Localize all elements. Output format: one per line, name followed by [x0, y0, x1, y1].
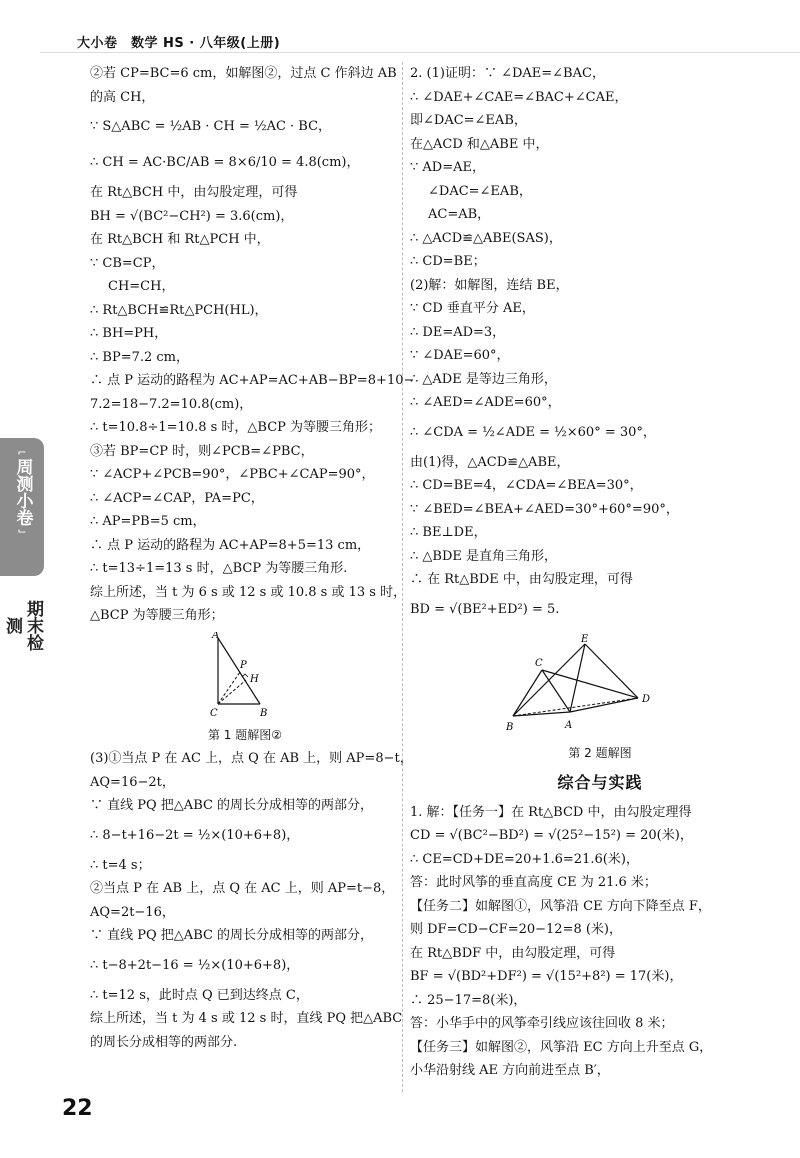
- text-line: 答：此时风筝的垂直高度 CE 为 21.6 米；: [410, 875, 657, 890]
- text-line: CH=CH，: [108, 279, 175, 294]
- text-line: ∴ t=12 s，此时点 Q 已到达终点 C，: [90, 987, 309, 1003]
- text-line: △BCP 为等腰三角形；: [90, 608, 224, 623]
- label-A: A: [565, 719, 573, 731]
- text-line: ∴ ∠AED=∠ADE=60°，: [410, 395, 561, 410]
- text-line: ∴ CD=BE；: [410, 254, 486, 269]
- segment-CA: [542, 670, 570, 712]
- header-divider: [40, 52, 800, 53]
- text-line: 在△ACD 和△ABE 中，: [410, 136, 549, 152]
- formula-line: BF = √(BD²+DF²) = √(15²+8²) = 17(米)，: [410, 969, 683, 984]
- segment-AE: [570, 644, 585, 712]
- section-title: 综合与实践: [557, 773, 643, 792]
- text-line: ∴ DE=AD=3，: [410, 324, 506, 340]
- label-C: C: [210, 707, 218, 719]
- text-line: ∵ ∠BED=∠BEA+∠AED=30°+60°=90°，: [410, 501, 679, 517]
- text-line: ∴ BE⊥DE，: [410, 525, 487, 540]
- text-line: ∵ ∠DAE=60°，: [410, 348, 510, 363]
- text-line: 1. 解：【任务一】在 Rt△BCD 中，由勾股定理得: [410, 804, 692, 820]
- text-line: ∴ BP=7.2 cm，: [90, 349, 190, 365]
- text-line: 答：小华手中的风筝牵引线应该往回收 8 米；: [410, 1016, 674, 1031]
- text-line: 即∠DAC=∠EAB，: [410, 113, 527, 128]
- left-column: [90, 62, 415, 1054]
- side-tab-final-exam[interactable]: [0, 588, 44, 658]
- column-divider: [402, 62, 403, 1092]
- figure-2-diagram: [410, 632, 790, 742]
- text-line: 7.2=18−7.2=10.8(cm)，: [90, 396, 253, 412]
- text-line: ∴ 25−17=8(米)，: [410, 992, 527, 1008]
- text-line: ∵ CB=CP，: [90, 255, 165, 271]
- text-line: ②若 CP=BC=6 cm，如解图②，过点 C 作斜边 AB: [90, 66, 397, 81]
- text-line: ∴ t=4 s；: [90, 857, 151, 873]
- figure-1-diagram: [90, 632, 400, 724]
- formula-line: ∴ CH = AC·BC/AB = 8×6/10 = 4.8(cm)，: [90, 155, 360, 170]
- text-line: ∴ ∠ACP=∠CAP，PA=PC，: [90, 490, 264, 506]
- text-line: (2)解：如解图，连结 BE，: [410, 277, 569, 293]
- triangle-figure: [90, 632, 400, 724]
- text-line: ∴ t=13÷1=13 s 时，△BCP 为等腰三角形.: [90, 561, 348, 576]
- page-number: 22: [62, 1096, 93, 1121]
- formula-line: ∴ 8−t+16−2t = ½×(10+6+8)，: [90, 827, 300, 843]
- text-line: 在 Rt△BDF 中，由勾股定理，可得: [410, 945, 616, 961]
- right-angle-mark: [242, 674, 248, 677]
- text-line: ∴ AP=PB=5 cm，: [90, 514, 206, 529]
- formula-line: CD = √(BC²−BD²) = √(25²−15²) = 20(米)，: [410, 828, 693, 843]
- text-line: ∴ CE=CD+DE=20+1.6=21.6(米)，: [410, 851, 639, 867]
- tab-bracket-bottom: ⌙: [17, 524, 27, 537]
- label-C: C: [535, 657, 543, 669]
- page-header: 大小卷 数学 HS · 八年级(上册): [77, 36, 281, 51]
- text-line: ∴ 点 P 运动的路程为 AC+AP=8+5=13 cm，: [90, 537, 371, 553]
- label-E: E: [581, 633, 589, 645]
- quadrilateral-figure: [410, 632, 790, 742]
- segment-BA: [513, 712, 570, 716]
- side-tab-label: 周测小卷: [12, 458, 33, 526]
- right-column: [410, 62, 790, 1083]
- side-tab-label: 期末检测: [2, 599, 43, 651]
- text-line: ∴ t=10.8÷1=10.8 s 时，△BCP 为等腰三角形；: [90, 420, 382, 435]
- figure-caption: 第 1 题解图②: [207, 727, 283, 742]
- text-line: 的周长分成相等的两部分.: [90, 1034, 238, 1050]
- text-line: ∵ ∠ACP+∠PCB=90°，∠PBC+∠CAP=90°，: [90, 467, 375, 482]
- segment-BC: [513, 670, 542, 716]
- text-line: ∴ 点 P 运动的路程为 AC+AP=AC+AB−BP=8+10−: [90, 373, 415, 388]
- text-line: 综上所述，当 t 为 6 s 或 12 s 或 10.8 s 或 13 s 时，: [90, 584, 407, 600]
- text-line: ∵ 直线 PQ 把△ABC 的周长分成相等的两部分，: [90, 798, 374, 813]
- formula-line: ∵ S△ABC = ½AB · CH = ½AC · BC，: [90, 119, 332, 134]
- label-H: H: [250, 673, 259, 685]
- text-line: ∠DAC=∠EAB，: [428, 183, 532, 199]
- text-line: 的高 CH，: [90, 89, 155, 105]
- text-line: ∵ 直线 PQ 把△ABC 的周长分成相等的两部分，: [90, 928, 374, 943]
- text-line: 小华沿射线 AE 方向前进至点 B′，: [410, 1063, 610, 1078]
- label-B: B: [260, 707, 268, 719]
- text-line: ∴ △ACD≌△ABE(SAS)，: [410, 230, 562, 246]
- text-line: 在 Rt△BCH 和 Rt△PCH 中，: [90, 232, 270, 247]
- figure-caption: 第 2 题解图: [568, 745, 632, 760]
- text-line: 2. (1)证明：∵ ∠DAE=∠BAC，: [410, 66, 605, 81]
- text-line: ∵ AD=AE，: [410, 160, 485, 175]
- segment-AD: [570, 698, 638, 712]
- text-line: ∵ CD 垂直平分 AE，: [410, 301, 535, 316]
- label-B: B: [506, 721, 514, 733]
- text-line: ∴ △ADE 是等边三角形，: [410, 371, 557, 387]
- text-line: (3)①当点 P 在 AC 上，点 Q 在 AB 上，则 AP=8−t，: [90, 751, 413, 766]
- text-line: 【任务二】如解图①，风筝沿 CE 方向下降至点 F，: [410, 898, 711, 914]
- text-line: 综上所述，当 t 为 4 s 或 12 s 时，直线 PQ 把△ABC: [90, 1011, 403, 1026]
- text-line: 【任务三】如解图②，风筝沿 EC 方向上升至点 G，: [410, 1039, 713, 1055]
- label-D: D: [642, 693, 651, 705]
- segment-CP: [218, 672, 240, 704]
- label-A: A: [212, 631, 220, 641]
- segment-CH: [218, 680, 246, 704]
- text-line: 在 Rt△BCH 中，由勾股定理，可得: [90, 185, 298, 200]
- text-line: ∴ △BDE 是直角三角形，: [410, 548, 557, 564]
- text-line: 由(1)得，△ACD≌△ABE，: [410, 454, 570, 470]
- text-line: 则 DF=CD−CF=20−12=8 (米)，: [410, 922, 623, 937]
- label-P: P: [240, 659, 247, 671]
- text-line: ∴ BH=PH，: [90, 326, 168, 341]
- formula-line: BD = √(BE²+ED²) = 5.: [410, 601, 560, 617]
- formula-line: BH = √(BC²−CH²) = 3.6(cm)，: [90, 208, 294, 224]
- segment-BD: [513, 698, 638, 716]
- formula-line: ∴ ∠CDA = ½∠ADE = ½×60° = 30°，: [410, 424, 656, 440]
- text-line: ∴ Rt△BCH≌Rt△PCH(HL)，: [90, 302, 268, 318]
- text-line: ③若 BP=CP 时，则∠PCB=∠PBC，: [90, 443, 314, 459]
- text-line: ②当点 P 在 AB 上，点 Q 在 AC 上，则 AP=t−8，: [90, 881, 395, 896]
- text-line: AQ=16−2t，: [90, 774, 175, 790]
- text-line: ∴ CD=BE=4，∠CDA=∠BEA=30°，: [410, 478, 643, 493]
- formula-line: ∴ t−8+2t−16 = ½×(10+6+8)，: [90, 957, 300, 973]
- side-tab-weekly-test[interactable]: [0, 438, 44, 576]
- text-line: ∴ ∠DAE+∠CAE=∠BAC+∠CAE，: [410, 89, 628, 105]
- text-line: AQ=2t−16，: [90, 904, 175, 920]
- text-line: ∴ 在 Rt△BDE 中，由勾股定理，可得: [410, 572, 633, 587]
- text-line: AC=AB，: [428, 207, 491, 222]
- tab-bracket-top: ⌐: [17, 446, 27, 459]
